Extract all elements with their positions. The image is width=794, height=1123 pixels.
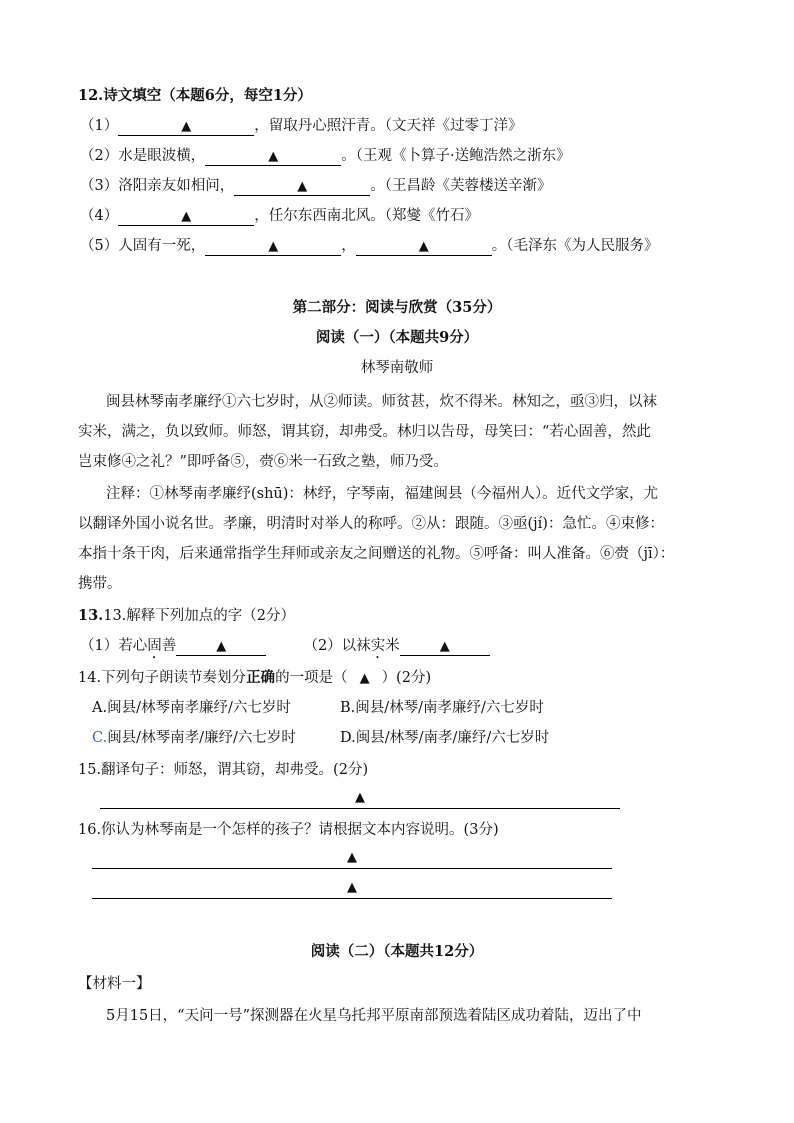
answer-blank[interactable]: ▲	[118, 118, 254, 136]
passage-title: 林琴南敬师	[360, 360, 434, 376]
answer-blank[interactable]: ▲	[176, 638, 266, 656]
q12-item-1: （1） ▲ ，留取丹心照汗青。（文天祥《过零丁洋》	[80, 118, 523, 134]
reading1-title: 阅读（一）（本题共9分）	[315, 329, 479, 346]
note-line: 以翻译外国小说名世。孝廉，明清时对举人的称呼。②从：跟随。③亟(jí)：急忙。④束修：	[78, 516, 664, 532]
q15-answer-line[interactable]: ▲	[100, 786, 620, 809]
material-label: 【材料一】	[78, 976, 151, 992]
q13-items: （1）若心固善 ▲ （2）以袜实米 ▲	[80, 636, 490, 662]
answer-blank[interactable]: ▲	[205, 238, 341, 256]
answer-blank[interactable]: ▲	[118, 208, 254, 226]
q14-option-c[interactable]: C.闽县/林琴南孝/廉纾/六七岁时	[92, 730, 296, 746]
q15-title: 15.翻译句子：师怒，谓其窃，却弗受。(2分)	[78, 762, 369, 778]
answer-blank[interactable]: ▲	[234, 178, 370, 196]
answer-blank[interactable]: ▲	[356, 238, 492, 256]
q16-title: 16.你认为林琴南是一个怎样的孩子？请根据文本内容说明。(3分)	[78, 822, 499, 838]
material-line: 5月15日，“天问一号”探测器在火星乌托邦平原南部预选着陆区成功着陆，迈出了中	[106, 1008, 642, 1024]
q12-item-5: （5）人固有一死， ▲ ， ▲ 。（毛泽东《为人民服务》	[80, 238, 659, 254]
part2-title: 第二部分：阅读与欣赏（35分）	[292, 299, 502, 316]
q14-option-b[interactable]: B.闽县/林琴/南孝廉纾/六七岁时	[340, 700, 544, 716]
q16-answer-line-1[interactable]: ▲	[92, 846, 612, 869]
note-line: 注释：①林琴南孝廉纾(shū)：林纾，字琴南，福建闽县（今福州人）。近代文学家，尤	[106, 486, 659, 502]
q14-option-d[interactable]: D.闽县/林琴/南孝/廉纾/六七岁时	[340, 730, 550, 746]
q12-title: 12.诗文填空（本题6分，每空1分）	[78, 87, 312, 104]
q14-title: 14.下列句子朗读节奏划分正确的一项是（ ▲ ）(2分)	[78, 668, 431, 689]
passage-line: 实米，满之，负以致师。师怒，谓其窃，却弗受。林归以告母，母笑曰：“若心固善，然此	[78, 424, 651, 440]
q13-title: 13.13.解释下列加点的字（2分）	[78, 607, 296, 624]
q12-item-4: （4） ▲ ，任尔东西南北风。（郑燮《竹石》	[80, 208, 479, 224]
answer-mark[interactable]: ▲	[359, 671, 370, 686]
q16-answer-line-2[interactable]: ▲	[92, 876, 612, 899]
q12-item-2: （2）水是眼波横， ▲ 。（王观《卜算子·送鲍浩然之浙东》	[80, 148, 571, 164]
note-line: 本指十条干肉，后来通常指学生拜师或亲友之间赠送的礼物。⑤呼备：叫人准备。⑥赍（jī）：	[78, 546, 675, 562]
q14-option-a[interactable]: A.闽县/林琴南孝廉纾/六七岁时	[92, 700, 291, 716]
reading2-title: 阅读（二）（本题共12分）	[310, 943, 484, 960]
answer-blank[interactable]: ▲	[400, 638, 490, 656]
answer-blank[interactable]: ▲	[205, 148, 341, 166]
passage-line: 岂束修④之礼？”即呼备⑤，赍⑥米一石致之塾，师乃受。	[78, 454, 448, 470]
q12-item-3: （3）洛阳亲友如相问， ▲ 。（王昌龄《芙蓉楼送辛渐》	[80, 178, 552, 194]
passage-line: 闽县林琴南孝廉纾①六七岁时，从②师读。师贫甚，炊不得米。林知之，亟③归，以袜	[106, 394, 657, 410]
note-line: 携带。	[78, 576, 122, 592]
